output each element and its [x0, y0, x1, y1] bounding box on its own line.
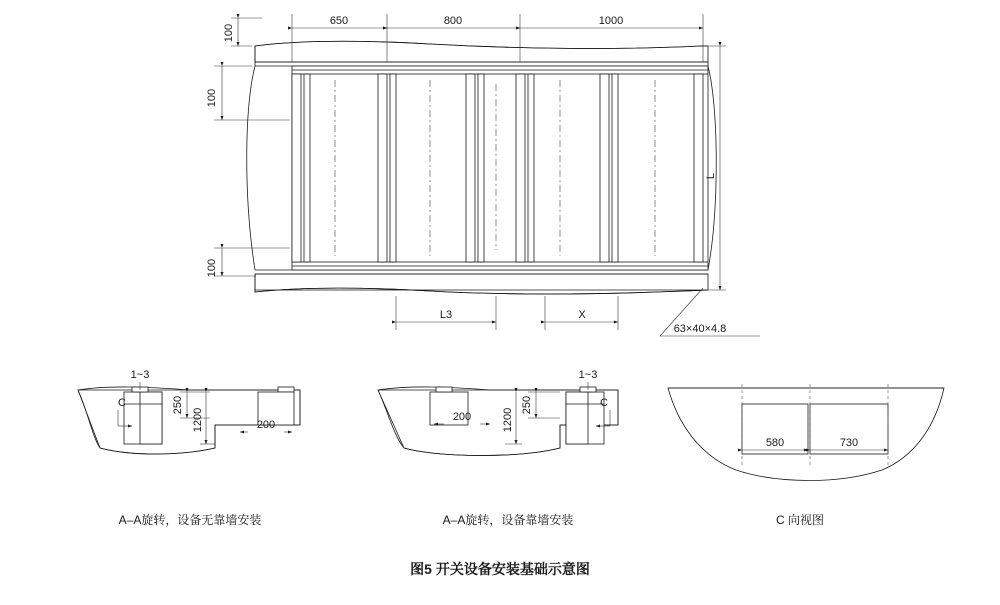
plan-left-dimensions: [206, 18, 290, 277]
section-left-dim-250: 250: [172, 395, 184, 415]
section-middle-c-label: C: [600, 397, 608, 409]
plan-dim-1000: 1000: [598, 15, 624, 27]
section-middle: [378, 369, 618, 527]
plan-top-wall: [255, 41, 708, 66]
section-right-dim-730: 730: [839, 437, 859, 449]
plan-dim-X: X: [578, 309, 586, 321]
section-left-caption: A–A旋转，设备无靠墙安装: [118, 513, 262, 527]
section-middle-gap-label: 1~3: [578, 369, 598, 381]
section-right-caption: C 向视图: [775, 513, 825, 527]
plan-top-dimensions: [292, 14, 703, 62]
section-left: [78, 369, 300, 527]
section-left-dim-200: 200: [256, 419, 276, 431]
section-middle-dim-200: 200: [452, 411, 472, 423]
section-middle-caption: A–A旋转，设备靠墙安装: [442, 513, 574, 527]
section-left-dim-1200: 1200: [192, 407, 204, 433]
plan-vertical-members: [292, 74, 703, 262]
plan-dim-800: 800: [443, 15, 463, 27]
figure-title: 图5 开关设备安装基础示意图: [410, 561, 590, 577]
plan-bottom-dimensions: [396, 296, 618, 330]
plan-angle-note: [660, 288, 760, 336]
section-right-dim-580: 580: [765, 437, 785, 449]
plan-dim-100-c: 100: [206, 258, 218, 278]
plan-angle-note-label: 63×40×4.8: [673, 323, 727, 335]
section-middle-vertical-dims: [502, 392, 560, 444]
plan-frame-rails: [292, 66, 708, 270]
section-middle-dim-1200: 1200: [502, 407, 514, 433]
section-left-c-label: C: [118, 397, 126, 409]
section-right: [668, 384, 944, 527]
plan-dim-100-a: 100: [223, 23, 235, 43]
plan-bottom-wall: [255, 270, 708, 294]
section-left-gap-label: 1~3: [130, 369, 150, 381]
plan-view: [206, 14, 760, 336]
section-middle-dim-250: 250: [521, 395, 533, 415]
section-left-vertical-dims: [172, 392, 215, 444]
plan-dim-L3: L3: [439, 309, 453, 321]
plan-dim-L: L: [705, 172, 717, 180]
plan-dim-650: 650: [329, 15, 349, 27]
plan-dim-100-b: 100: [206, 88, 218, 108]
